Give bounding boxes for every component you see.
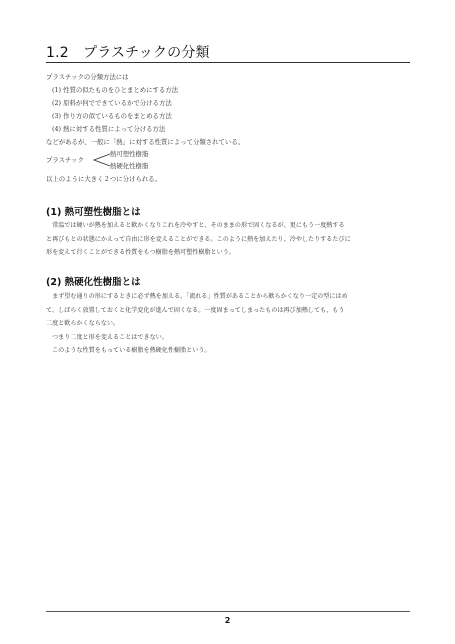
paragraph-line: 常温では硬いが熱を加えると軟かくなりこれを冷やすと、そのままの形で固くなるが、更にもう一度熱する — [46, 222, 345, 229]
method-item-2: (2) 原料が何でできているかで分ける方法 — [52, 99, 172, 107]
method-item-1: (1) 性質の似たものをひとまとめにする方法 — [52, 86, 179, 94]
subsection-heading-thermoset: (2) 熱硬化性樹脂とは — [46, 277, 141, 288]
intro-conclusion: 以上のように大きく２つに分けられる。 — [46, 175, 162, 183]
section-title-rule — [46, 62, 410, 63]
section-title: 1.2 プラスチックの分類 — [46, 45, 210, 61]
diagram-root: プラスチック — [46, 156, 84, 164]
paragraph-line: つまり二度と形を変えることはできない。 — [46, 333, 168, 341]
paragraph-line: て、しばらく放置しておくと化学変化が進んで固くなる。一度固まってしまったものは再び加熱しても、もう — [46, 306, 345, 314]
method-item-4: (4) 熱に対する性質によって分ける方法 — [52, 125, 166, 133]
paragraph-line: まず望む通りの形にするときに必ず熱を加える。「流れる」性質があることから軟らかくなり一定の型にはめ — [46, 293, 348, 300]
intro-after: などがあるが、一般に「熱」に対する性質によって分類されている。 — [46, 138, 245, 146]
paragraph-thermoplastic — [46, 219, 409, 260]
paragraph-thermoset — [46, 290, 409, 358]
subsection-heading-thermoplastic: (1) 熱可塑性樹脂とは — [46, 207, 141, 218]
intro-lead: プラスチックの分類方法には — [46, 73, 129, 81]
paragraph-line: と再びもとの状態にかえって自由に形を変えることができる。このように熱を加えたり、冷やしたりするたびに — [46, 235, 351, 243]
page-number: 2 — [224, 616, 231, 625]
method-item-3: (3) 作り方の似ているものをまとめる方法 — [52, 112, 172, 120]
paragraph-line: このような性質をもっている樹脂を熱硬化性樹脂という。 — [46, 347, 211, 355]
paragraph-line: 二度と軟らかくならない。 — [46, 320, 120, 328]
footer-rule — [46, 611, 410, 612]
paragraph-line: 形を変えて行くことができる性質をもつ樹脂を熱可塑性樹脂という。 — [46, 249, 235, 257]
diagram-branch-thermoset: 熱硬化性樹脂 — [110, 162, 149, 170]
diagram-branch-thermoplastic: 熱可塑性樹脂 — [110, 150, 149, 158]
diagram-bracket — [92, 151, 112, 169]
